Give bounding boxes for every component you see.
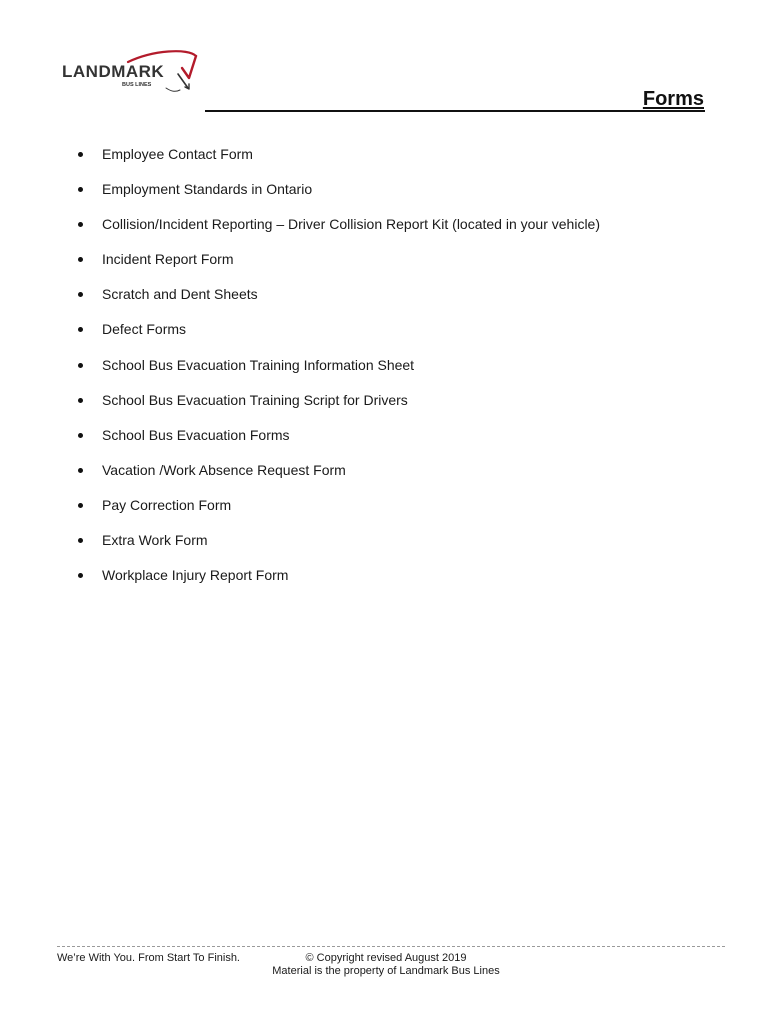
bullet-icon [78,187,83,192]
form-name: Incident Report Form [102,251,234,268]
form-name: School Bus Evacuation Training Information Sheet [102,356,415,373]
bullet-icon [78,152,83,157]
bullet-icon [78,292,83,297]
bullet-icon [78,433,83,438]
bullet-icon [78,257,83,262]
logo-wordmark: LANDMARK [62,62,165,81]
form-name: Defect Forms [102,321,187,338]
form-name: Vacation /Work Absence Request Form [102,461,346,478]
form-name: School Bus Evacuation Training Script for Drivers [102,391,408,408]
form-name: Scratch and Dent Sheets [102,286,258,303]
footer-copyright-block [268,952,504,978]
bullet-icon [78,573,83,578]
logo-subtext: BUS LINES [122,82,152,88]
property-text: Material is the property of Landmark Bus Lines [272,965,500,977]
bullet-icon [78,398,83,403]
bullet-icon [78,503,83,508]
page-title: Forms [642,88,704,110]
form-name: Pay Correction Form [102,496,232,513]
landmark-logo [58,48,208,100]
bullet-icon [78,468,83,473]
footer-tagline: We’re With You. From Start To Finish. [57,952,240,964]
form-name: Extra Work Form [102,532,208,549]
form-name: Workplace Injury Report Form [102,567,289,584]
form-name: School Bus Evacuation Forms [102,426,290,443]
bullet-icon [78,327,83,332]
form-name: Collision/Incident Reporting – Driver Collision Report Kit (located in your vehicle) [102,216,600,233]
bullet-icon [78,538,83,543]
copyright-text: © Copyright revised August 2019 [305,952,467,964]
title-rule [205,110,705,112]
bullet-icon [78,363,83,368]
form-name: Employment Standards in Ontario [102,181,313,198]
form-name: Employee Contact Form [102,146,253,162]
footer-divider [57,946,725,947]
bullet-icon [78,222,83,227]
